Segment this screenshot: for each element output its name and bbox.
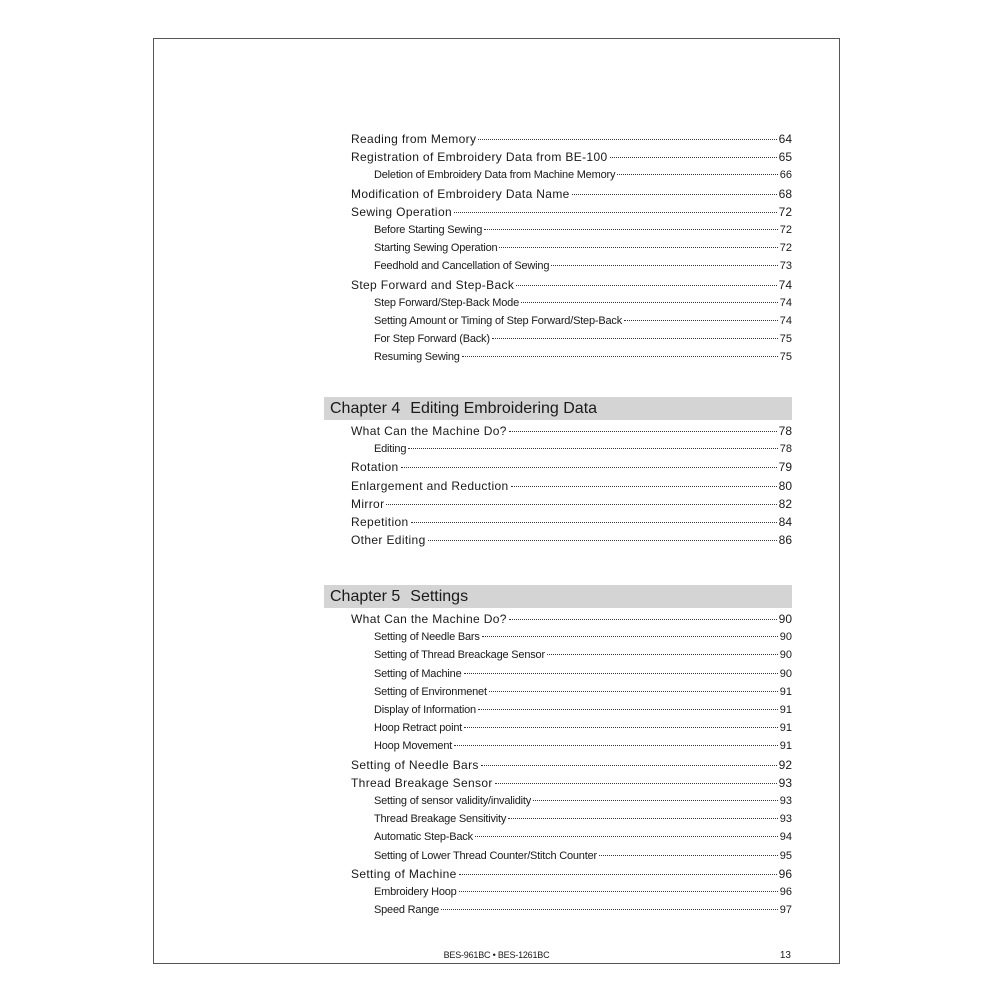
toc-page-number: 64 bbox=[778, 132, 792, 146]
toc-entry-title: Setting of Lower Thread Counter/Stitch Counter bbox=[374, 849, 597, 862]
dot-leader bbox=[521, 302, 778, 303]
dot-leader bbox=[495, 783, 777, 784]
toc-subentry[interactable] bbox=[374, 793, 792, 809]
toc-entry-title: Embroidery Hoop bbox=[374, 886, 457, 898]
toc-subentry[interactable] bbox=[374, 313, 792, 329]
toc-entry[interactable] bbox=[351, 611, 792, 627]
toc-page-number: 93 bbox=[778, 775, 792, 790]
toc-entry-title: Feedhold and Cancellation of Sewing bbox=[374, 260, 550, 273]
dot-leader bbox=[454, 745, 778, 746]
toc-entry-title: Registration of Embroidery Data from BE-100 bbox=[351, 150, 608, 165]
toc-subentry[interactable] bbox=[374, 240, 792, 256]
dot-leader bbox=[489, 691, 778, 692]
toc-entry-title: Setting of Machine bbox=[351, 866, 457, 881]
manual-page bbox=[153, 38, 840, 964]
toc-entry-title: Setting of Machine bbox=[374, 667, 462, 680]
toc-entry-title: Enlargement and Reduction bbox=[351, 478, 509, 493]
toc-entry-title: Repetition bbox=[351, 515, 409, 529]
dot-leader bbox=[454, 212, 777, 213]
toc-entry[interactable] bbox=[351, 186, 792, 202]
toc-page-number: 73 bbox=[779, 260, 792, 273]
toc-entry-title: Thread Breakage Sensitivity bbox=[374, 813, 507, 826]
toc-page-number: 74 bbox=[778, 277, 792, 292]
dot-leader bbox=[610, 157, 777, 158]
toc-entry-title: Setting of Needle Bars bbox=[351, 757, 479, 772]
dot-leader bbox=[411, 522, 777, 523]
dot-leader bbox=[624, 320, 778, 321]
toc-entry[interactable] bbox=[351, 131, 792, 147]
toc-subentry[interactable] bbox=[374, 829, 792, 845]
toc-entry[interactable] bbox=[351, 775, 792, 791]
dot-leader bbox=[516, 285, 776, 286]
dot-leader bbox=[386, 504, 776, 505]
toc-subentry[interactable] bbox=[374, 331, 792, 347]
dot-leader bbox=[509, 619, 777, 620]
dot-leader bbox=[475, 836, 778, 837]
dot-leader bbox=[482, 636, 778, 637]
toc-entry-title: Thread Breakage Sensor bbox=[351, 775, 493, 790]
toc-entry-title: Deletion of Embroidery Data from Machine Memory bbox=[374, 169, 616, 182]
toc-page-number: 96 bbox=[779, 886, 792, 898]
toc-entry[interactable] bbox=[351, 532, 792, 548]
toc-page-number: 75 bbox=[779, 351, 792, 364]
toc-entry[interactable] bbox=[351, 459, 792, 475]
dot-leader bbox=[484, 229, 778, 230]
toc-entry-title: What Can the Machine Do? bbox=[351, 424, 507, 438]
toc-entry-title: Setting of Needle Bars bbox=[374, 631, 480, 644]
toc-entry[interactable] bbox=[351, 277, 792, 293]
toc-page-number: 90 bbox=[779, 667, 792, 680]
dot-leader bbox=[492, 338, 778, 339]
chapter-title: Settings bbox=[410, 588, 469, 605]
dot-leader bbox=[547, 654, 778, 655]
toc-entry[interactable] bbox=[351, 757, 792, 773]
toc-page-number: 91 bbox=[779, 740, 792, 753]
toc-page-number: 72 bbox=[779, 242, 792, 255]
toc-page-number: 90 bbox=[778, 612, 792, 626]
dot-leader bbox=[499, 247, 777, 248]
toc-subentry[interactable] bbox=[374, 295, 792, 311]
toc-page-number: 74 bbox=[779, 296, 792, 309]
toc-entry-title: Speed Range bbox=[374, 904, 440, 917]
toc-subentry[interactable] bbox=[374, 258, 792, 274]
toc-entry-title: Setting of sensor validity/invalidity bbox=[374, 795, 532, 807]
toc-page-number: 72 bbox=[778, 204, 792, 219]
toc-entry-title: Reading from Memory bbox=[351, 132, 477, 146]
toc-subentry[interactable] bbox=[374, 738, 792, 754]
toc-entry[interactable] bbox=[351, 423, 792, 439]
toc-entry[interactable] bbox=[351, 514, 792, 530]
toc-entry-title: Other Editing bbox=[351, 533, 426, 548]
dot-leader bbox=[478, 709, 778, 710]
footer-model: BES-961BC • BES-1261BC bbox=[443, 950, 550, 960]
toc-entry-title: What Can the Machine Do? bbox=[351, 612, 507, 626]
dot-leader bbox=[462, 356, 778, 357]
toc-page-number: 91 bbox=[779, 704, 792, 716]
toc-subentry[interactable] bbox=[374, 666, 792, 682]
toc-entry-title: Sewing Operation bbox=[351, 204, 452, 219]
chapter-number: Chapter 5 bbox=[330, 588, 401, 605]
toc-page-number: 95 bbox=[779, 849, 792, 862]
dot-leader bbox=[533, 800, 778, 801]
dot-leader bbox=[408, 448, 778, 449]
chapter-heading bbox=[324, 585, 792, 608]
dot-leader bbox=[401, 467, 777, 468]
toc-page-number: 97 bbox=[779, 904, 792, 917]
toc-page-number: 91 bbox=[779, 722, 792, 735]
toc-entry[interactable] bbox=[351, 866, 792, 882]
toc-subentry[interactable] bbox=[374, 884, 792, 900]
toc-entry-title: Mirror bbox=[351, 496, 385, 511]
toc-page-number: 91 bbox=[779, 685, 792, 698]
toc-entry[interactable] bbox=[351, 496, 792, 512]
table-of-contents bbox=[154, 39, 839, 963]
toc-entry-title: Setting Amount or Timing of Step Forward/Step-Back bbox=[374, 315, 623, 327]
toc-subentry[interactable] bbox=[374, 167, 792, 183]
toc-subentry[interactable] bbox=[374, 684, 792, 700]
dot-leader bbox=[459, 891, 778, 892]
toc-page-number: 96 bbox=[778, 866, 792, 881]
dot-leader bbox=[459, 874, 777, 875]
dot-leader bbox=[599, 855, 778, 856]
toc-subentry[interactable] bbox=[374, 720, 792, 736]
dot-leader bbox=[481, 765, 777, 766]
toc-entry-title: Hoop Retract point bbox=[374, 722, 463, 735]
toc-page-number: 92 bbox=[778, 757, 792, 772]
toc-subentry[interactable] bbox=[374, 629, 792, 645]
dot-leader bbox=[428, 540, 777, 541]
toc-page-number: 79 bbox=[778, 460, 792, 475]
toc-page-number: 93 bbox=[779, 795, 792, 807]
dot-leader bbox=[478, 139, 776, 140]
toc-page-number: 90 bbox=[779, 631, 792, 644]
toc-page-number: 86 bbox=[778, 533, 792, 548]
toc-subentry[interactable] bbox=[374, 702, 792, 718]
toc-subentry[interactable] bbox=[374, 848, 792, 864]
dot-leader bbox=[617, 174, 778, 175]
toc-entry[interactable] bbox=[351, 478, 792, 494]
toc-entry-title: Display of Information bbox=[374, 704, 476, 716]
toc-entry-title: Starting Sewing Operation bbox=[374, 242, 498, 255]
toc-entry-title: Step Forward/Step-Back Mode bbox=[374, 296, 520, 309]
toc-page-number: 84 bbox=[778, 515, 792, 529]
toc-subentry[interactable] bbox=[374, 222, 792, 238]
dot-leader bbox=[511, 486, 777, 487]
toc-entry-title: Resuming Sewing bbox=[374, 351, 460, 364]
toc-page-number: 90 bbox=[779, 649, 792, 662]
toc-page-number: 78 bbox=[778, 424, 792, 438]
toc-entry-title: Step Forward and Step-Back bbox=[351, 277, 515, 292]
toc-subentry[interactable] bbox=[374, 349, 792, 365]
toc-page-number: 68 bbox=[778, 186, 792, 201]
dot-leader bbox=[572, 194, 777, 195]
dot-leader bbox=[508, 818, 778, 819]
toc-subentry[interactable] bbox=[374, 647, 792, 663]
dot-leader bbox=[441, 909, 778, 910]
toc-page-number: 66 bbox=[779, 169, 792, 182]
footer-page-number: 13 bbox=[779, 950, 791, 961]
dot-leader bbox=[551, 265, 778, 266]
toc-entry-title: Hoop Movement bbox=[374, 740, 453, 753]
toc-page-number: 78 bbox=[779, 443, 792, 456]
chapter-heading bbox=[324, 397, 792, 420]
toc-page-number: 65 bbox=[778, 150, 792, 165]
toc-page-number: 94 bbox=[779, 831, 792, 844]
toc-subentry[interactable] bbox=[374, 441, 792, 457]
toc-page-number: 75 bbox=[779, 333, 792, 346]
toc-subentry[interactable] bbox=[374, 902, 792, 918]
toc-entry-title: Before Starting Sewing bbox=[374, 224, 483, 236]
chapter-number: Chapter 4 bbox=[330, 400, 401, 417]
toc-entry-title: Setting of Thread Breackage Sensor bbox=[374, 649, 545, 662]
toc-entry-title: Editing bbox=[374, 443, 407, 456]
toc-page-number: 72 bbox=[779, 224, 792, 236]
toc-page-number: 80 bbox=[778, 478, 792, 493]
toc-page-number: 93 bbox=[779, 813, 792, 826]
toc-entry[interactable] bbox=[351, 149, 792, 165]
toc-entry-title: Rotation bbox=[351, 460, 399, 475]
dot-leader bbox=[464, 727, 778, 728]
toc-entry-title: Setting of Environmenet bbox=[374, 685, 487, 698]
toc-entry[interactable] bbox=[351, 204, 792, 220]
toc-entry-title: For Step Forward (Back) bbox=[374, 333, 490, 346]
chapter-title: Editing Embroidering Data bbox=[410, 400, 598, 417]
toc-subentry[interactable] bbox=[374, 811, 792, 827]
toc-page-number: 82 bbox=[778, 496, 792, 511]
dot-leader bbox=[509, 431, 777, 432]
toc-entry-title: Automatic Step-Back bbox=[374, 831, 473, 844]
dot-leader bbox=[464, 673, 778, 674]
toc-page-number: 74 bbox=[779, 315, 792, 327]
toc-entry-title: Modification of Embroidery Data Name bbox=[351, 186, 570, 201]
